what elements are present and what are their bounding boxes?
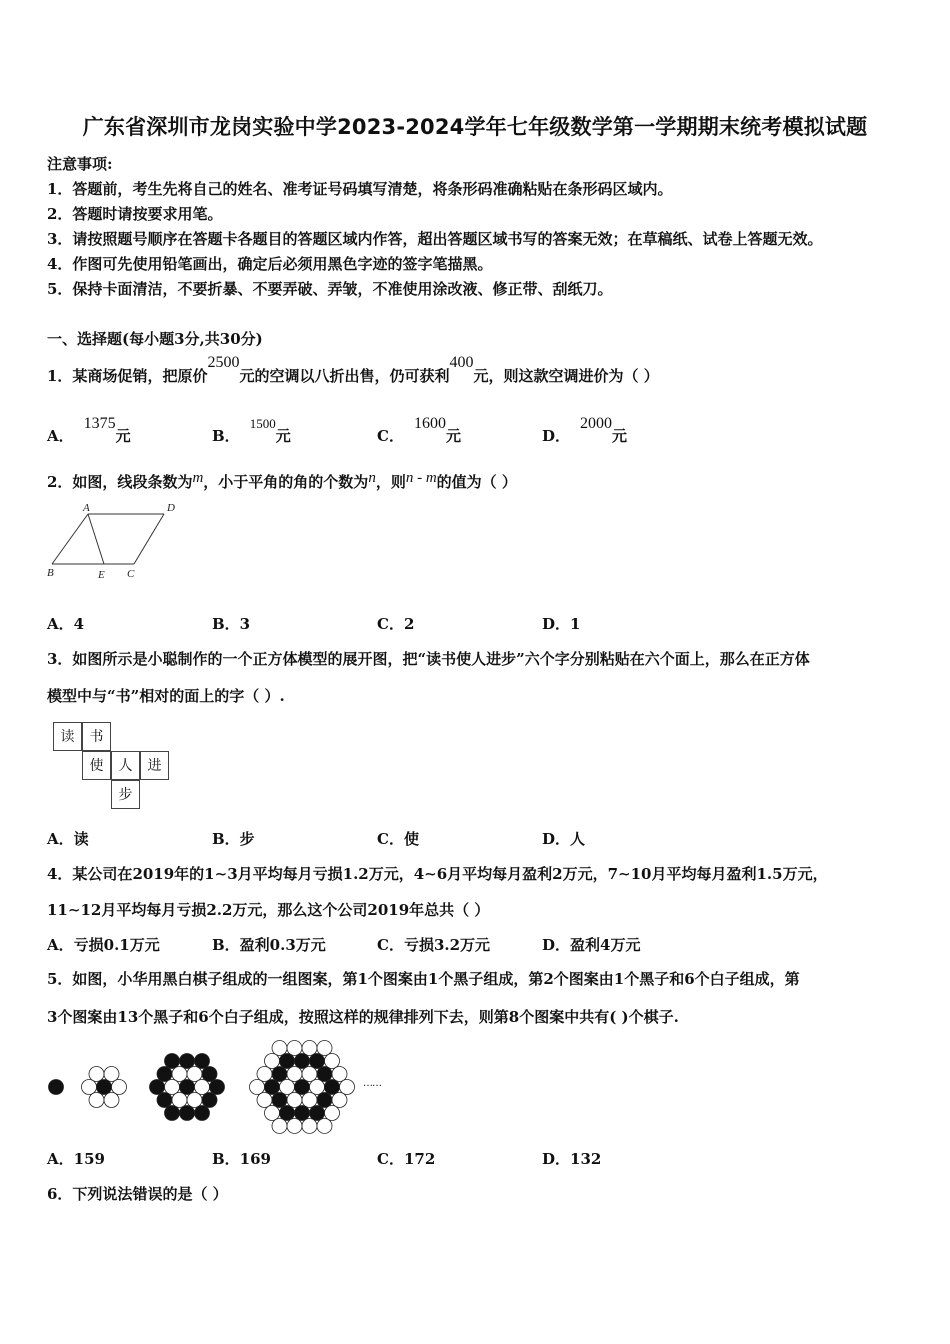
white-piece [287, 1067, 302, 1082]
segment-dc [134, 514, 164, 564]
q3-line1: 3．如图所示是小聪制作的一个正方体模型的展开图，把“读书使人进步”六个字分别粘贴在六个面上，那么在正方体 [47, 650, 810, 668]
white-piece [280, 1080, 295, 1095]
notice-item: 3．请按照题号顺序在答题卡各题目的答题区域内作答，超出答题区域书写的答案无效；在草稿纸、试卷上答题无效。 [47, 230, 823, 248]
white-piece [272, 1041, 287, 1056]
black-piece [202, 1092, 217, 1107]
white-piece [82, 1080, 97, 1095]
black-piece [280, 1105, 295, 1120]
black-piece [210, 1080, 225, 1095]
option-unit: 元 [115, 427, 131, 445]
white-piece [310, 1080, 325, 1095]
q4-option-b[interactable]: B．盈利0.3万元 [212, 936, 326, 954]
black-piece [165, 1105, 180, 1120]
black-piece [180, 1080, 195, 1095]
black-piece [150, 1080, 165, 1095]
q5-option-c[interactable]: C．172 [377, 1150, 436, 1168]
white-piece [89, 1092, 104, 1107]
q1-option-d[interactable] [542, 415, 628, 446]
label-d: D [167, 502, 175, 514]
white-piece [165, 1080, 180, 1095]
q2-option-d[interactable]: D．1 [542, 615, 581, 633]
net-cell: 人 [111, 751, 140, 780]
q4-option-c[interactable]: C．亏损3.2万元 [377, 936, 491, 954]
net-cell: 书 [82, 722, 111, 751]
white-piece [287, 1118, 302, 1133]
q5-option-a[interactable]: A．159 [47, 1150, 105, 1168]
page-title: 广东省深圳市龙岗实验中学2023-2024学年七年级数学第一学期期末统考模拟试题 [82, 115, 868, 139]
white-piece [332, 1067, 347, 1082]
black-piece [157, 1067, 172, 1082]
label-c: C [127, 568, 135, 580]
chess-pattern-figure [40, 1032, 400, 1142]
option-unit: 元 [612, 427, 628, 445]
white-piece [302, 1041, 317, 1056]
q2-part2: ，小于平角的角的个数为 [203, 473, 369, 491]
black-piece [195, 1105, 210, 1120]
black-piece [165, 1054, 180, 1069]
q1-option-b[interactable] [212, 416, 291, 446]
black-piece [295, 1054, 310, 1069]
white-piece [257, 1067, 272, 1082]
white-piece [325, 1105, 340, 1120]
q3-option-b[interactable]: B．步 [212, 830, 255, 848]
q3-line2: 模型中与“书”相对的面上的字（ ）. [47, 687, 285, 705]
q1-part3: 元，则这款空调进价为（ ） [473, 367, 659, 385]
white-piece [250, 1080, 265, 1095]
q2-part4: 的值为（ ） [436, 473, 517, 491]
option-label: C． [377, 427, 404, 445]
q1-text [47, 354, 659, 386]
white-piece [325, 1054, 340, 1069]
white-piece [272, 1118, 287, 1133]
option-value: 1600 [413, 415, 446, 432]
q2-expression: n - m [405, 470, 437, 486]
q4-option-a[interactable]: A．亏损0.1万元 [47, 936, 160, 954]
white-piece [302, 1118, 317, 1133]
white-piece [265, 1105, 280, 1120]
white-piece [317, 1041, 332, 1056]
white-piece [340, 1080, 355, 1095]
q5-line1: 5．如图，小华用黑白棋子组成的一组图案，第1个图案由1个黑子组成，第2个图案由1个黑子和6个白子组成，第 [47, 970, 800, 988]
q2-part3: ，则 [375, 473, 406, 491]
q4-line2: 11∼12月平均每月亏损2.2万元，那么这个公司2019年总共（ ） [47, 901, 490, 919]
q4-option-d[interactable]: D．盈利4万元 [542, 936, 641, 954]
cube-net [53, 722, 173, 812]
q3-option-a[interactable]: A．读 [47, 830, 89, 848]
segment-ae [88, 514, 104, 564]
label-b: B [47, 567, 54, 579]
white-piece [89, 1067, 104, 1082]
notice-item: 4．作图可先使用铅笔画出，确定后必须用黑色字迹的签字笔描黑。 [47, 255, 493, 273]
white-piece [257, 1092, 272, 1107]
q2-figure [44, 500, 184, 582]
section-heading: 一、选择题(每小题3分,共30分) [47, 330, 263, 348]
white-piece [302, 1092, 317, 1107]
black-piece [49, 1080, 64, 1095]
net-cell: 使 [82, 751, 111, 780]
black-piece [310, 1105, 325, 1120]
q2-var-m: m [192, 470, 204, 486]
option-value: 1375 [83, 415, 116, 432]
white-piece [332, 1092, 347, 1107]
notice-item: 1．答题前，考生先将自己的姓名、准考证号码填写清楚，将条形码准确粘贴在条形码区域内。 [47, 180, 673, 198]
q3-option-d[interactable]: D．人 [542, 830, 586, 848]
option-value: 1500 [249, 416, 276, 431]
q2-option-c[interactable]: C．2 [377, 615, 415, 633]
q4-line1: 4．某公司在2019年的1∼3月平均每月亏损1.2万元，4∼6月平均每月盈利2万元，7∼10月平均每月盈利1.5万元， [47, 865, 828, 883]
option-unit: 元 [445, 427, 461, 445]
black-piece [317, 1092, 332, 1107]
black-piece [280, 1054, 295, 1069]
q1-part2: 元的空调以八折出售，仍可获利 [239, 367, 450, 385]
black-piece [272, 1092, 287, 1107]
q5-option-b[interactable]: B．169 [212, 1150, 271, 1168]
black-piece [202, 1067, 217, 1082]
white-piece [287, 1092, 302, 1107]
black-piece [295, 1105, 310, 1120]
net-cell: 进 [140, 751, 169, 780]
q2-var-n: n [368, 470, 376, 486]
pattern-ellipsis: …… [363, 1078, 381, 1089]
black-piece [195, 1054, 210, 1069]
q6-line1: 6．下列说法错误的是（ ） [47, 1185, 228, 1203]
q2-text [47, 471, 517, 492]
label-e: E [98, 569, 105, 581]
option-label: D． [542, 427, 571, 445]
option-value: 2000 [580, 415, 613, 432]
q1-option-a[interactable] [47, 415, 131, 446]
notice-item: 5．保持卡面清洁，不要折暴、不要弄破、弄皱，不准使用涂改液、修正带、刮纸刀。 [47, 280, 613, 298]
white-piece [187, 1092, 202, 1107]
white-piece [104, 1092, 119, 1107]
black-piece [180, 1054, 195, 1069]
q2-part1: 2．如图，线段条数为 [47, 473, 193, 491]
q2-option-a[interactable]: A．4 [47, 615, 85, 633]
black-piece [157, 1092, 172, 1107]
white-piece [195, 1080, 210, 1095]
white-piece [187, 1067, 202, 1082]
black-piece [272, 1067, 287, 1082]
option-label: A． [47, 427, 74, 445]
option-unit: 元 [275, 427, 291, 445]
notice-item: 2．答题时请按要求用笔。 [47, 205, 223, 223]
white-piece [172, 1092, 187, 1107]
white-piece [287, 1041, 302, 1056]
label-a: A [83, 502, 90, 514]
black-piece [265, 1080, 280, 1095]
net-cell: 步 [111, 780, 140, 809]
segment-ab [52, 514, 88, 564]
black-piece [180, 1105, 195, 1120]
q5-line2: 3个图案由13个黑子和6个白子组成，按照这样的规律排列下去，则第8个图案中共有( )个棋子. [47, 1008, 679, 1026]
white-piece [302, 1067, 317, 1082]
q1-profit: 400 [449, 354, 474, 371]
black-piece [310, 1054, 325, 1069]
white-piece [265, 1054, 280, 1069]
white-piece [104, 1067, 119, 1082]
black-piece [317, 1067, 332, 1082]
q1-option-c[interactable] [377, 415, 461, 446]
black-piece [97, 1080, 112, 1095]
q1-part1: 1．某商场促销，把原价 [47, 367, 208, 385]
q2-option-b[interactable]: B．3 [212, 615, 251, 633]
q5-option-d[interactable]: D．132 [542, 1150, 602, 1168]
q3-option-c[interactable]: C．使 [377, 830, 419, 848]
black-piece [295, 1080, 310, 1095]
notice-heading: 注意事项: [47, 155, 113, 173]
q1-price: 2500 [207, 354, 240, 371]
white-piece [317, 1118, 332, 1133]
net-cell: 读 [53, 722, 82, 751]
white-piece [112, 1080, 127, 1095]
white-piece [172, 1067, 187, 1082]
black-piece [325, 1080, 340, 1095]
option-label: B． [212, 427, 240, 445]
